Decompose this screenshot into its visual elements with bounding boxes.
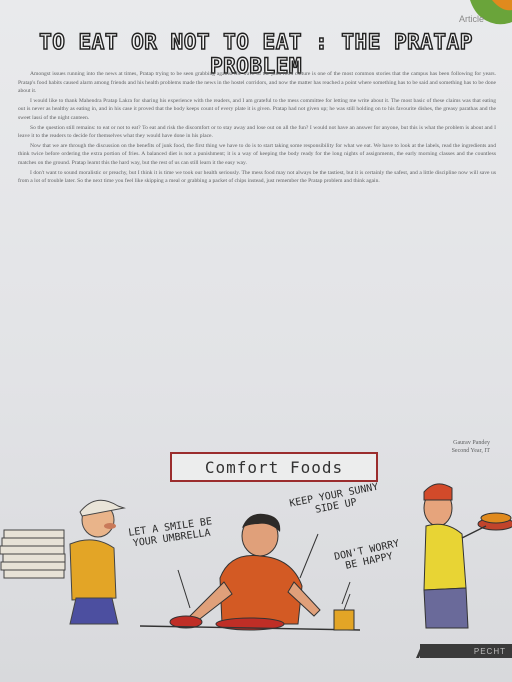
laughing-waiter-icon <box>424 484 512 628</box>
speech-bubble-left: LET A SMILE BE YOUR UMBRELLA <box>127 516 213 550</box>
article-paragraph: I don't want to sound moralistic or preachy, but I think it is time we took our health seriously. The mess food may not always be the tastiest, but it is certainly the safest, and a little discipline now will save us from a lot of trouble later. So the next time you feel like skipping a meal or grabbing a packet of chips instead, just remember the Pratap problem and think again. <box>18 169 496 185</box>
article-title: TO EAT OR NOT TO EAT : THE PRATAP PROBLEM <box>39 30 473 78</box>
section-tag: Article <box>458 14 484 24</box>
pizza-delivery-man-icon <box>0 500 124 624</box>
footer-section-tab <box>420 644 512 658</box>
article-paragraph: Amongst issues running into the news at times, Pratap trying to be seen grabbing against the wave of the junk food culture is one of the most common stories that the campus has been following for years. Pratap's food habits caused alarm among friends and his health problems made the news in the hostel corridors, and now the matter has reached a point where something has to be said and something has to be done about it. <box>18 71 496 95</box>
speech-bubble-right: DON'T WORRY BE HAPPY <box>333 538 401 572</box>
article-body <box>18 70 496 187</box>
speech-bubble-center: KEEP YOUR SUNNY SIDE UP <box>288 481 380 516</box>
article-paragraph: Now that we are through the discussion on the benefits of junk food, the first thing we have to do is to start taking some responsibility for what we eat. We have to look at the labels, read the ingredients and think twice before ordering the extra portion of fries. A balanced diet is not a punishment; it is a way of keeping the body ready for the long nights of assignments, the early morning classes and the countless matches on the ground. Pratap learnt this the hard way, but the rest of us can still learn it the easy way. <box>18 142 496 166</box>
author-detail: Second Year, IT <box>451 448 490 454</box>
author-name: Gaurav Pandey <box>453 440 490 446</box>
article-paragraph: So the question still remains: to eat or not to eat? To eat and risk the discomfort or to stay away and lose out on all the fun? I would not have an answer for anyone, but this is what the problem is about and I leave it to the readers to decide for themselves what they would have done in his place. <box>18 124 496 140</box>
article-paragraph: I would like to thank Mahendra Pratap Lakra for sharing his experience with the readers, and I am grateful to the mess committee for letting me write about it. The most basic of these claims was that eating out is never as healthy as eating in, and in his case it proved that the body keeps count of every plate it is given. Pratap had not given up; he was still holding on to his favourite dishes, the greasy parathas and the sweet lassi of the night canteen. <box>18 97 496 121</box>
comfort-foods-heading: Comfort Foods <box>204 457 344 477</box>
footer-section-label: PECHT <box>473 646 506 656</box>
